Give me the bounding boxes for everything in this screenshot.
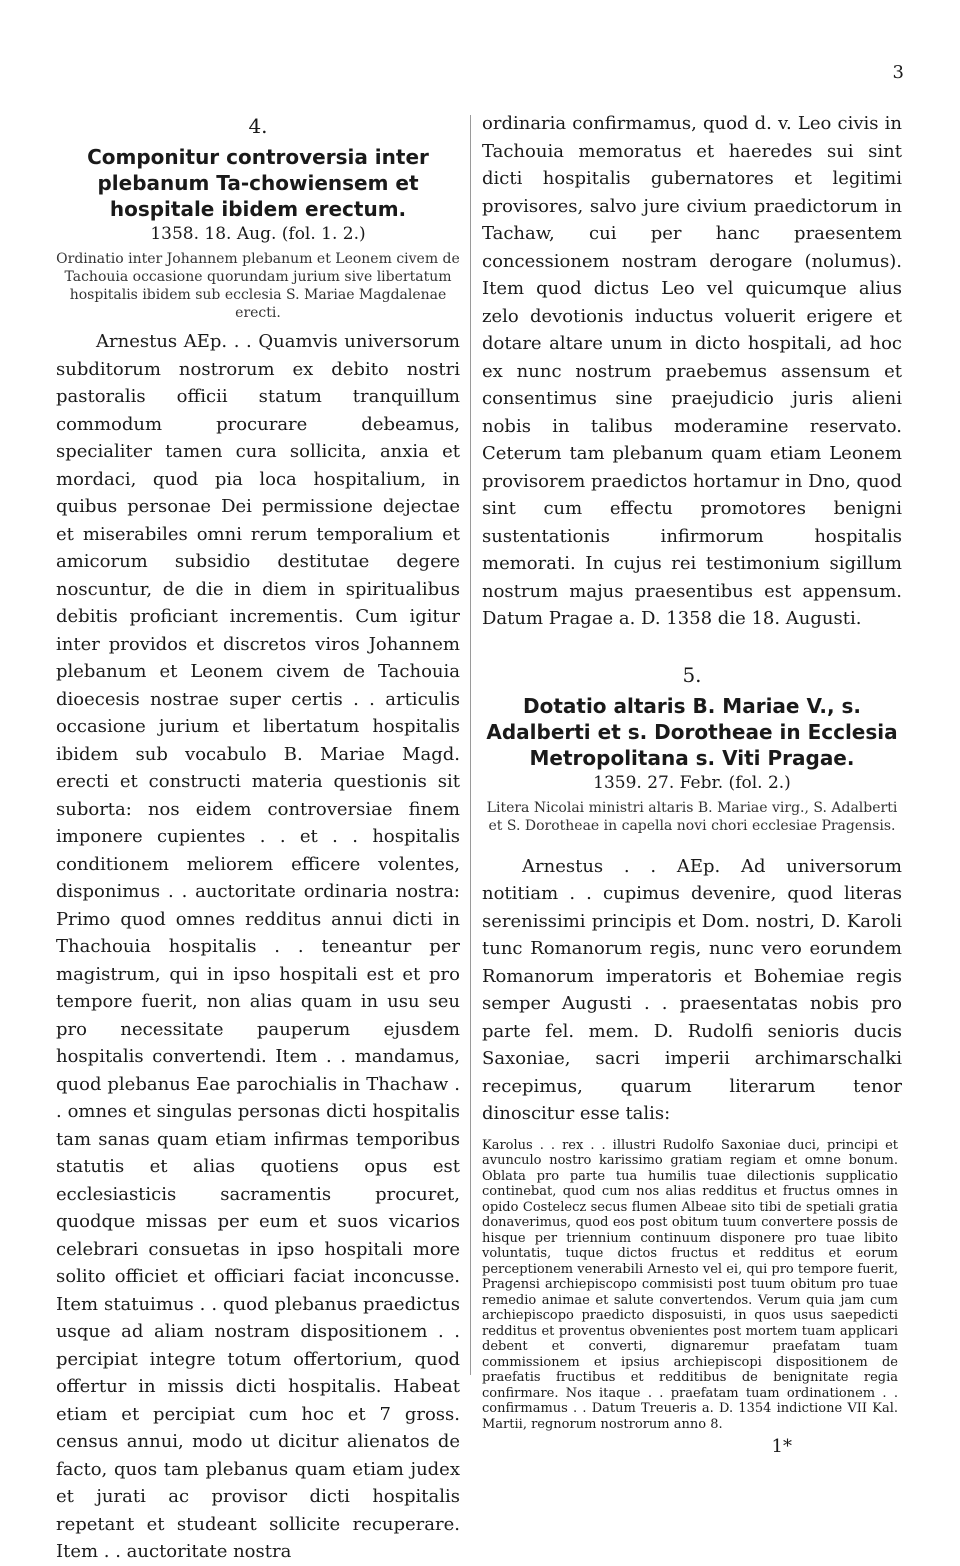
document-body: Arnestus . . AEp. Ad universorum notitiam . . cupimus devenire, quod literas serenissimi principis et Dom. nostri, D. Karoli tunc Romanorum regis, nunc vero eorundem Romanorum imperatoris et Bohemiae regis semper Augusti . . praesentatas nobis pro parte fel. mem. D. Rudolfi senioris ducis Saxoniae, sacri imperii archimarschalki recepimus, quarum literarum tenor dinoscitur esse talis: [482,855,902,1124]
document-date: 1359. 27. Febr. (fol. 2.) [593,772,791,793]
left-column [56,110,460,1566]
document-body: Arnestus AEp. . . Quamvis universorum subditorum nostrorum ex debito nostri pastoralis officii statum tranquillum commodum procurare debeamus, specialiter tamen cura sollicita, anxia et mordaci, quod pia loca hospitalium, in quibus personae Dei permissione dejectae et miserabiles omni rerum temporalium et amicorum subsidio destitutae degere noscuntur, de die in diem in spiritualibus debitis proficiant incrementis. Cum igitur inter providos et discretos viros Johannem plebanum et Leonem civem de Tachouia dioecesis nostrae super certis . . articulis occasione jurium et libertatum hospitalis ibidem sub vocabulo B. Mariae Magd. erecti et constructi materia questionis sit suborta: nos eidem controversiae finem imponere cupientes . . et . . hospitalis conditionem meliorem efficere volentes, disponimus . . auctoritate ordinaria nostra: Primo quod omnes redditus annui dicti in Thachouia hospitalis . . teneantur per magistrum, qui in ipso hospitali est et pro tempore fuerit, non alias quam in usu seu pro necessitate pauperum ejusdem hospitalis convertendi. Item . . mandamus, quod plebanus Eae parochialis in Thachaw . . omnes et singulas personas dicti hospitalis tam sanas quam etiam infirmas temporibus statutis et alias quotiens opus est ecclesiasticis sacramentis procuret, quodque missas per eum et suos vicarios celebrari consuetas in ipso hospitali more solito officiet et officiari faciat inconcusse. Item statuimus . . quod plebanus praedictus usque ad aliam nostram dispositionem . . percipiat integre totum offertorium, quod offertur in missis dicti hospitalis. Habeat etiam et percipiat cum hoc et 7 gross. census annui, modo ut dicitur alienatos de facto, quos tam plebanus quam etiam judex et jurati ac provisor dicti hospitalis repetant et studeant sollicite recuperare. Item . . auctoritate nostra [56,331,460,1562]
document-body-continuation: ordinaria confirmamus, quod d. v. Leo civis in Tachouia memoratus et haeredes sui sint dicti hospitalis gubernatores et legitimi provisores, salvo jure civium praedictorum in Tachaw, cui per hanc praesentem concessionem nostram derogare (nolumus). Item quod dictus Leo vel quicumque alius zelo devotionis inductus voluerit erigere et dotare altare unum in dicto hospitali, ad hoc ex nunc nostrum praebemus assensum et consentimus sine praejudicio juris alieni nobis in talibus moderamine reservato. Ceterum tam plebanum quam etiam Leonem provisorem praedictos hortamur in Dno, quod sint cum effectu promotores benigni sustentationis infirmorum hospitalis memorati. In cujus rei testimonium sigillum nostrum majus praesentibus est appensum. Datum Pragae a. D. 1358 die 18. Augusti. [482,113,902,629]
signature-mark: 1* [771,1436,792,1457]
document-summary: Ordinatio inter Johannem plebanum et Leonem civem de Tachouia occasione quorundam jurium sive libertatum hospitalis ibidem sub ecclesia S. Mariae Magdalenae erecti. [56,251,460,321]
page-number: 3 [892,62,904,83]
document-date: 1358. 18. Aug. (fol. 1. 2.) [150,224,366,244]
document-number: 5. [682,662,702,687]
document-title: Componitur controversia inter plebanum Ta-chowiensem et hospitale ibidem erectum. [87,145,429,221]
column-divider [470,115,471,1375]
right-column [482,110,902,1457]
quoted-charter: Karolus . . rex . . illustri Rudolfo Saxoniae duci, principi et avunculo nostro karissimo gratiam regiam et omne bonum. Oblata pro parte tua humilis tuae dilectionis supplicatio continebat, quod cum nos alias redditus et fructus omnes in opido Costelecz secus flumen Albeae sito tibi de spetiali gratia donaverimus, quod eos post obitum tuum convertere possis de hisque per triennium continuum disponere pro tuae libito voluntatis, tuque dictos fructus et redditus et eorum perceptionem venerabili Arnesto vel ei, qui pro tempore fuerit, Pragensi archiepiscopo commisisti post tuum obitum pro tuae remedio animae et salute convertendos. Verum quia jam cum archiepiscopo praedicto disposuisti, in quos usus saepedicti redditus et proventus obvenientes post mortem tuam applicari debent et converti, dignaremur praefatam tuam commissionem et ipsius archiepiscopi dispositionem de praefatis fructibus et redditibus de benignitate regia confirmare. Nos itaque . . praefatam tuam ordinationem . . confirmamus . . Datum Treueris a. D. 1354 indictione VII Kal. Martii, regnorum nostrorum anno 8. [482,1137,898,1432]
document-summary: Litera Nicolai ministri altaris B. Mariae virg., S. Adalberti et S. Dorotheae in capella novi chori ecclesiae Pragensis. [486,799,898,834]
document-number: 4. [248,114,268,138]
document-title: Dotatio altaris B. Mariae V., s. Adalberti et s. Dorotheae in Ecclesia Metropolitana s. Viti Pragae. [486,693,898,770]
